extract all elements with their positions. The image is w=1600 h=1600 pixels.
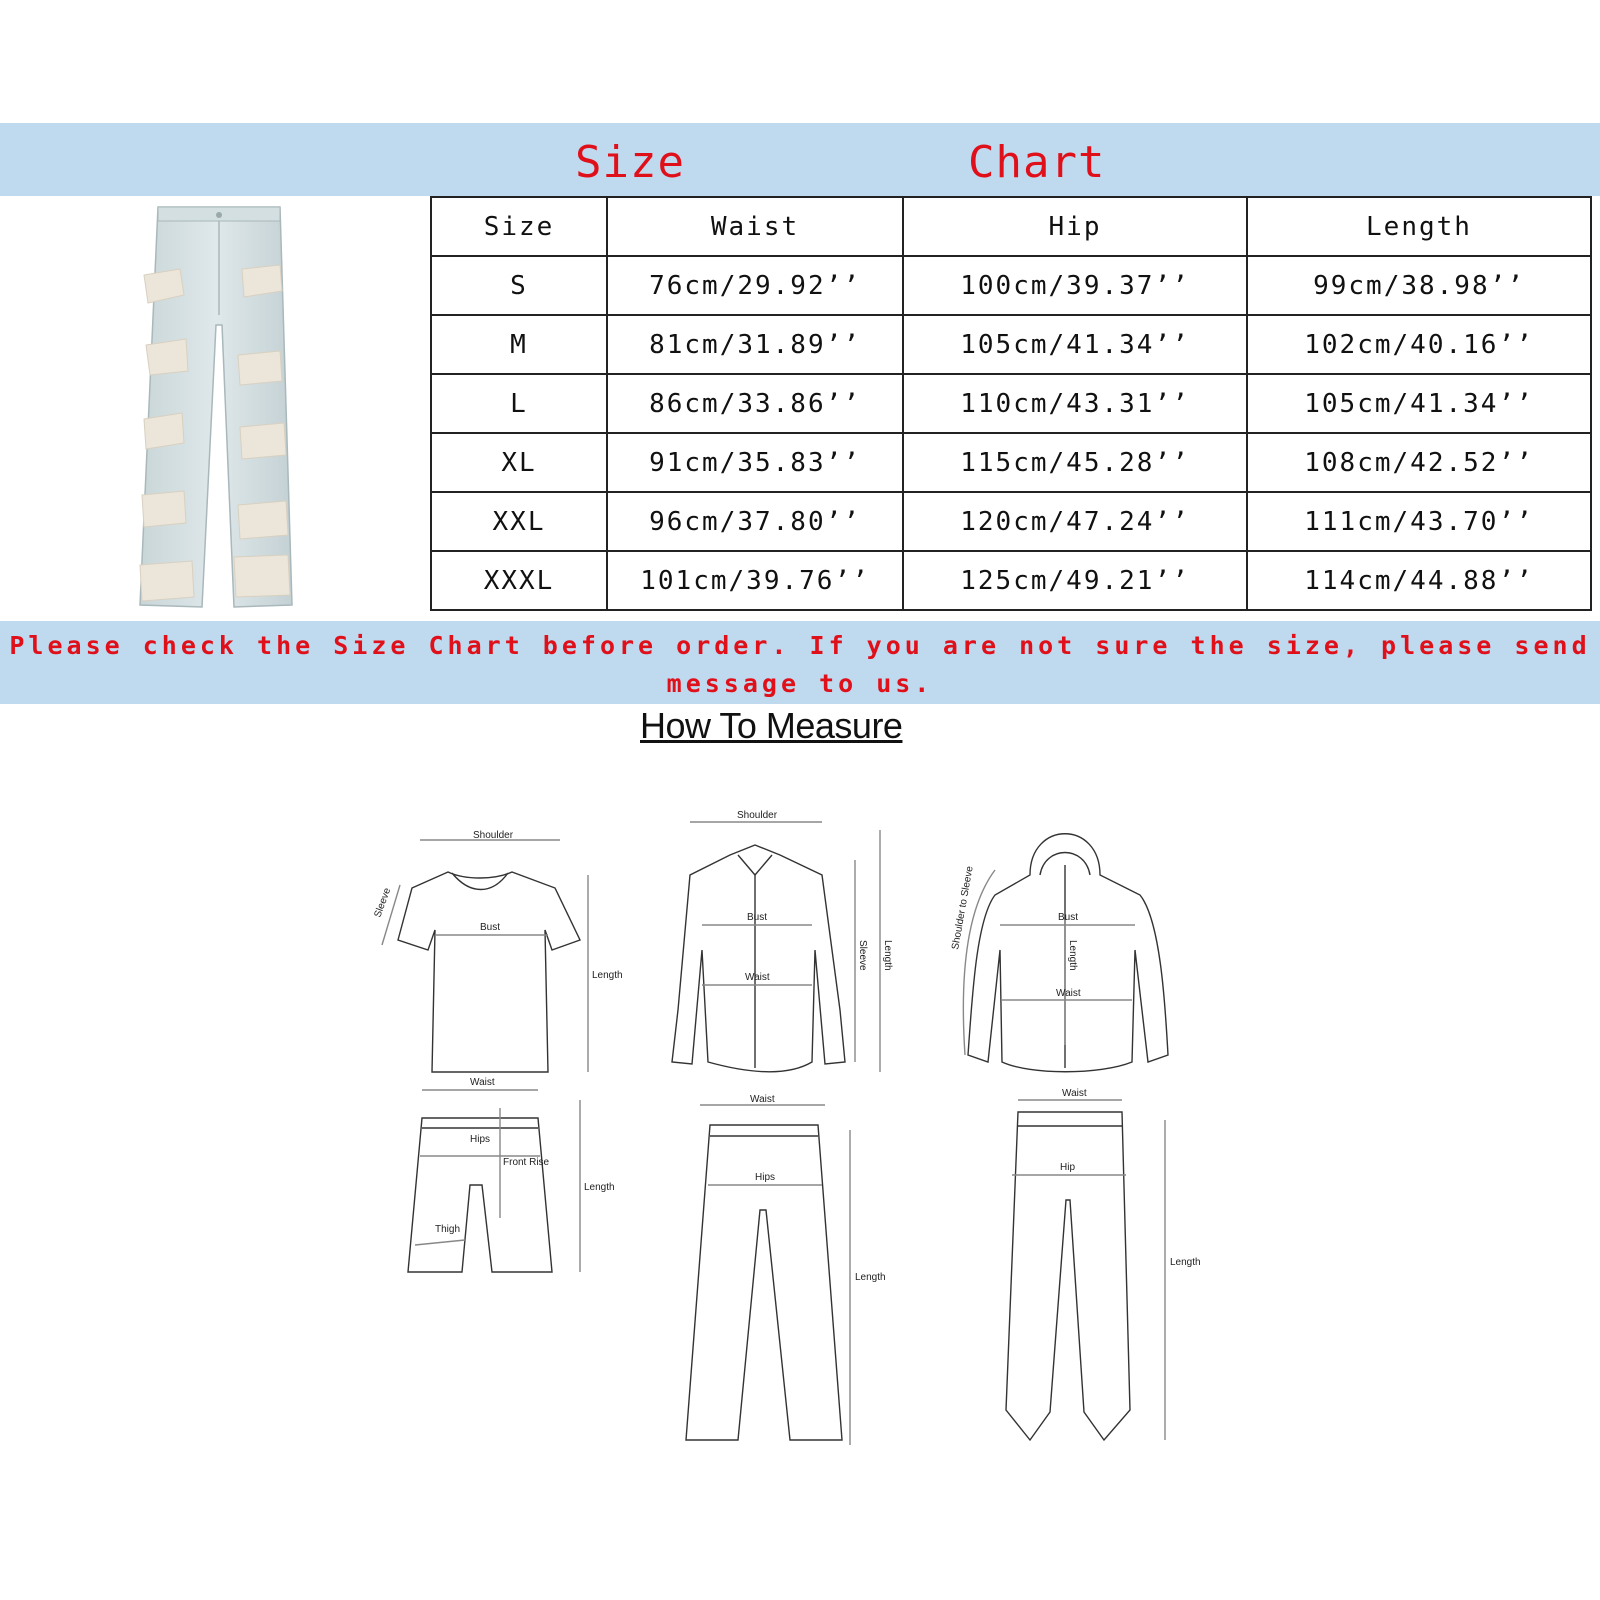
hoodie-waist-label: Waist [1056,988,1081,999]
hoodie-length-label: Length [1067,940,1078,971]
table-row [431,433,1591,492]
cell-length: 114cm/44.88’’ [1247,551,1591,610]
col-header-hip: Hip [903,197,1247,256]
shorts-length-label: Length [584,1182,615,1193]
pants-hips-label: Hips [755,1172,776,1183]
shirt-length-label: Length [882,940,893,971]
shirt-bust-label: Bust [747,912,768,923]
joggers-icon [1006,1088,1201,1440]
cell-size: S [431,256,607,315]
size-note [0,627,1600,703]
table-row [431,315,1591,374]
shorts-hips-label: Hips [470,1134,491,1145]
title-band [0,123,1600,196]
joggers-waist-label: Waist [1062,1088,1087,1099]
cell-length: 111cm/43.70’’ [1247,492,1591,551]
col-header-size: Size [431,197,607,256]
shirt-shoulder-label: Shoulder [737,810,778,821]
shorts-waist-label: Waist [470,1077,495,1088]
col-header-waist: Waist [607,197,903,256]
shorts-thigh-label: Thigh [435,1224,461,1235]
cell-hip: 125cm/49.21’’ [903,551,1247,610]
shorts-icon [408,1077,615,1272]
cell-waist: 96cm/37.80’’ [607,492,903,551]
cell-length: 102cm/40.16’’ [1247,315,1591,374]
hoodie-shoulder-to-sleeve-label: Shoulder to Sleeve [950,865,976,951]
cell-size: XL [431,433,607,492]
cell-size: XXXL [431,551,607,610]
shirt-waist-label: Waist [745,972,770,983]
shorts-front-rise-label: Front Rise [503,1157,550,1168]
table-header-row [431,197,1591,256]
pants-waist-label: Waist [750,1094,775,1105]
hoodie-icon [950,834,1168,1072]
table-row [431,492,1591,551]
cell-hip: 105cm/41.34’’ [903,315,1247,374]
cell-size: L [431,374,607,433]
joggers-hip-label: Hip [1060,1162,1076,1173]
cell-length: 108cm/42.52’’ [1247,433,1591,492]
tshirt-sleeve-label: Sleeve [372,886,394,920]
title-size-word: Size [575,137,685,188]
cell-hip: 100cm/39.37’’ [903,256,1247,315]
measurement-diagram [340,800,1240,1480]
cell-hip: 115cm/45.28’’ [903,433,1247,492]
how-to-measure-title: How To Measure [640,705,903,746]
tshirt-length-label: Length [592,970,623,981]
cell-size: XXL [431,492,607,551]
jeans-icon [130,205,310,613]
tshirt-shoulder-label: Shoulder [473,830,514,841]
tshirt-bust-label: Bust [480,922,501,933]
cell-waist: 91cm/35.83’’ [607,433,903,492]
cell-waist: 81cm/31.89’’ [607,315,903,374]
pants-icon [686,1094,886,1445]
cell-waist: 76cm/29.92’’ [607,256,903,315]
hoodie-bust-label: Bust [1058,912,1079,923]
col-header-length: Length [1247,197,1591,256]
size-table [430,196,1592,611]
size-note-line1: Please check the Size Chart before order. If you are not sure the size, please send [9,631,1591,660]
shirt-sleeve-label: Sleeve [857,940,868,971]
size-note-line2: message to us. [666,669,934,698]
table-row [431,374,1591,433]
cell-size: M [431,315,607,374]
joggers-length-label: Length [1170,1257,1201,1268]
table-row [431,551,1591,610]
cell-length: 99cm/38.98’’ [1247,256,1591,315]
pants-length-label: Length [855,1272,886,1283]
cell-hip: 120cm/47.24’’ [903,492,1247,551]
tshirt-icon [372,830,622,1072]
cell-hip: 110cm/43.31’’ [903,374,1247,433]
table-row [431,256,1591,315]
cell-length: 105cm/41.34’’ [1247,374,1591,433]
cell-waist: 101cm/39.76’’ [607,551,903,610]
cell-waist: 86cm/33.86’’ [607,374,903,433]
shirt-icon [672,810,893,1072]
title-chart-word: Chart [968,137,1106,188]
